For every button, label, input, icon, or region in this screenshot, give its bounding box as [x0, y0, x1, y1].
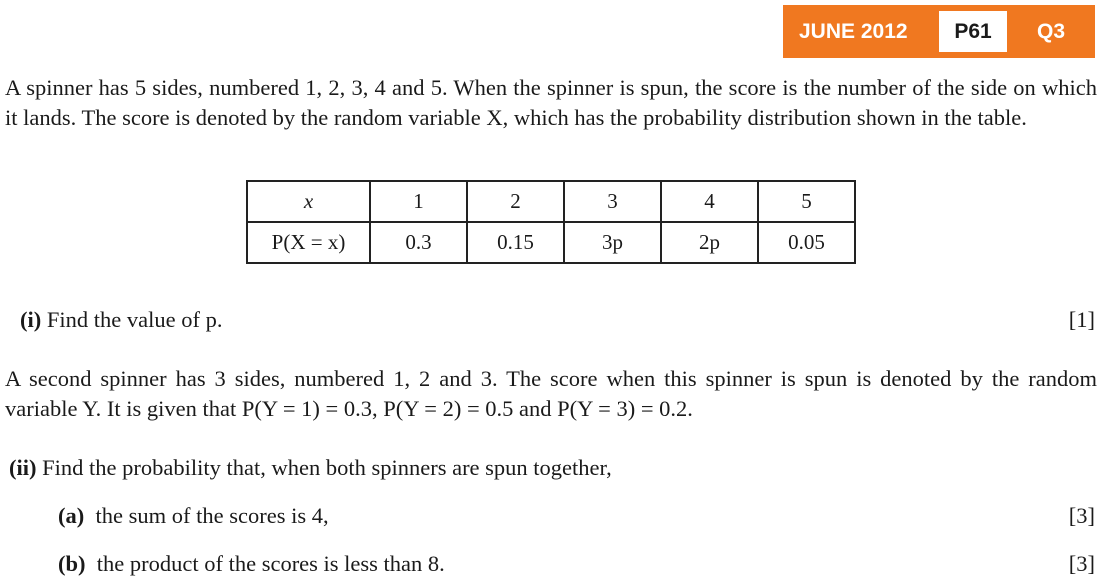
part-ii-label: (ii)	[9, 455, 37, 480]
exam-date: JUNE 2012	[799, 19, 908, 43]
part-ii-question	[9, 453, 612, 483]
table-cell-x5: 5	[758, 181, 855, 222]
table-header-x: x	[247, 181, 370, 222]
part-i-text: Find the value of p.	[46, 307, 223, 332]
part-b-text: the product of the scores is less than 8.	[96, 551, 445, 576]
part-b-marks: [3]	[1068, 551, 1095, 576]
part-ii-text: Find the probability that, when both spinners are spun together,	[42, 455, 612, 480]
paper-code: P61	[939, 11, 1007, 52]
part-a-label: (a)	[58, 503, 85, 528]
part-a-question	[58, 501, 329, 531]
question-number: Q3	[1036, 19, 1065, 43]
table-cell-p3: 3p	[564, 222, 661, 263]
table-cell-p2: 0.15	[467, 222, 564, 263]
table-header-prob: P(X = x)	[247, 222, 370, 263]
table-cell-p1: 0.3	[370, 222, 467, 263]
table-cell-x4: 4	[661, 181, 758, 222]
table-row-prob	[247, 222, 855, 263]
table-cell-x2: 2	[467, 181, 564, 222]
part-a-marks: [3]	[1068, 503, 1095, 528]
table-cell-p5: 0.05	[758, 222, 855, 263]
table-cell-p4: 2p	[661, 222, 758, 263]
part-i-question	[20, 305, 222, 335]
table-row-x	[247, 181, 855, 222]
probability-distribution-table	[246, 180, 856, 264]
exam-reference-badge	[783, 5, 1095, 58]
part-b-label: (b)	[58, 551, 86, 576]
part-i-label: (i)	[20, 307, 42, 332]
part-a-text: the sum of the scores is 4,	[95, 503, 329, 528]
part-b-question	[58, 549, 445, 579]
table-cell-x3: 3	[564, 181, 661, 222]
part-i-marks: [1]	[1068, 307, 1095, 332]
intro-paragraph: A spinner has 5 sides, numbered 1, 2, 3, 4 and 5. When the spinner is spun, the score is the number of the side on which it lands. The score is denoted by the random variable X, which has the probability distribution shown in the table.	[5, 75, 1097, 130]
second-spinner-paragraph: A second spinner has 3 sides, numbered 1, 2 and 3. The score when this spinner is spun is denoted by the random variable Y. It is given that P(Y = 1) = 0.3, P(Y = 2) = 0.5 and P(Y = 3) = 0.2.	[5, 366, 1097, 421]
table-cell-x1: 1	[370, 181, 467, 222]
